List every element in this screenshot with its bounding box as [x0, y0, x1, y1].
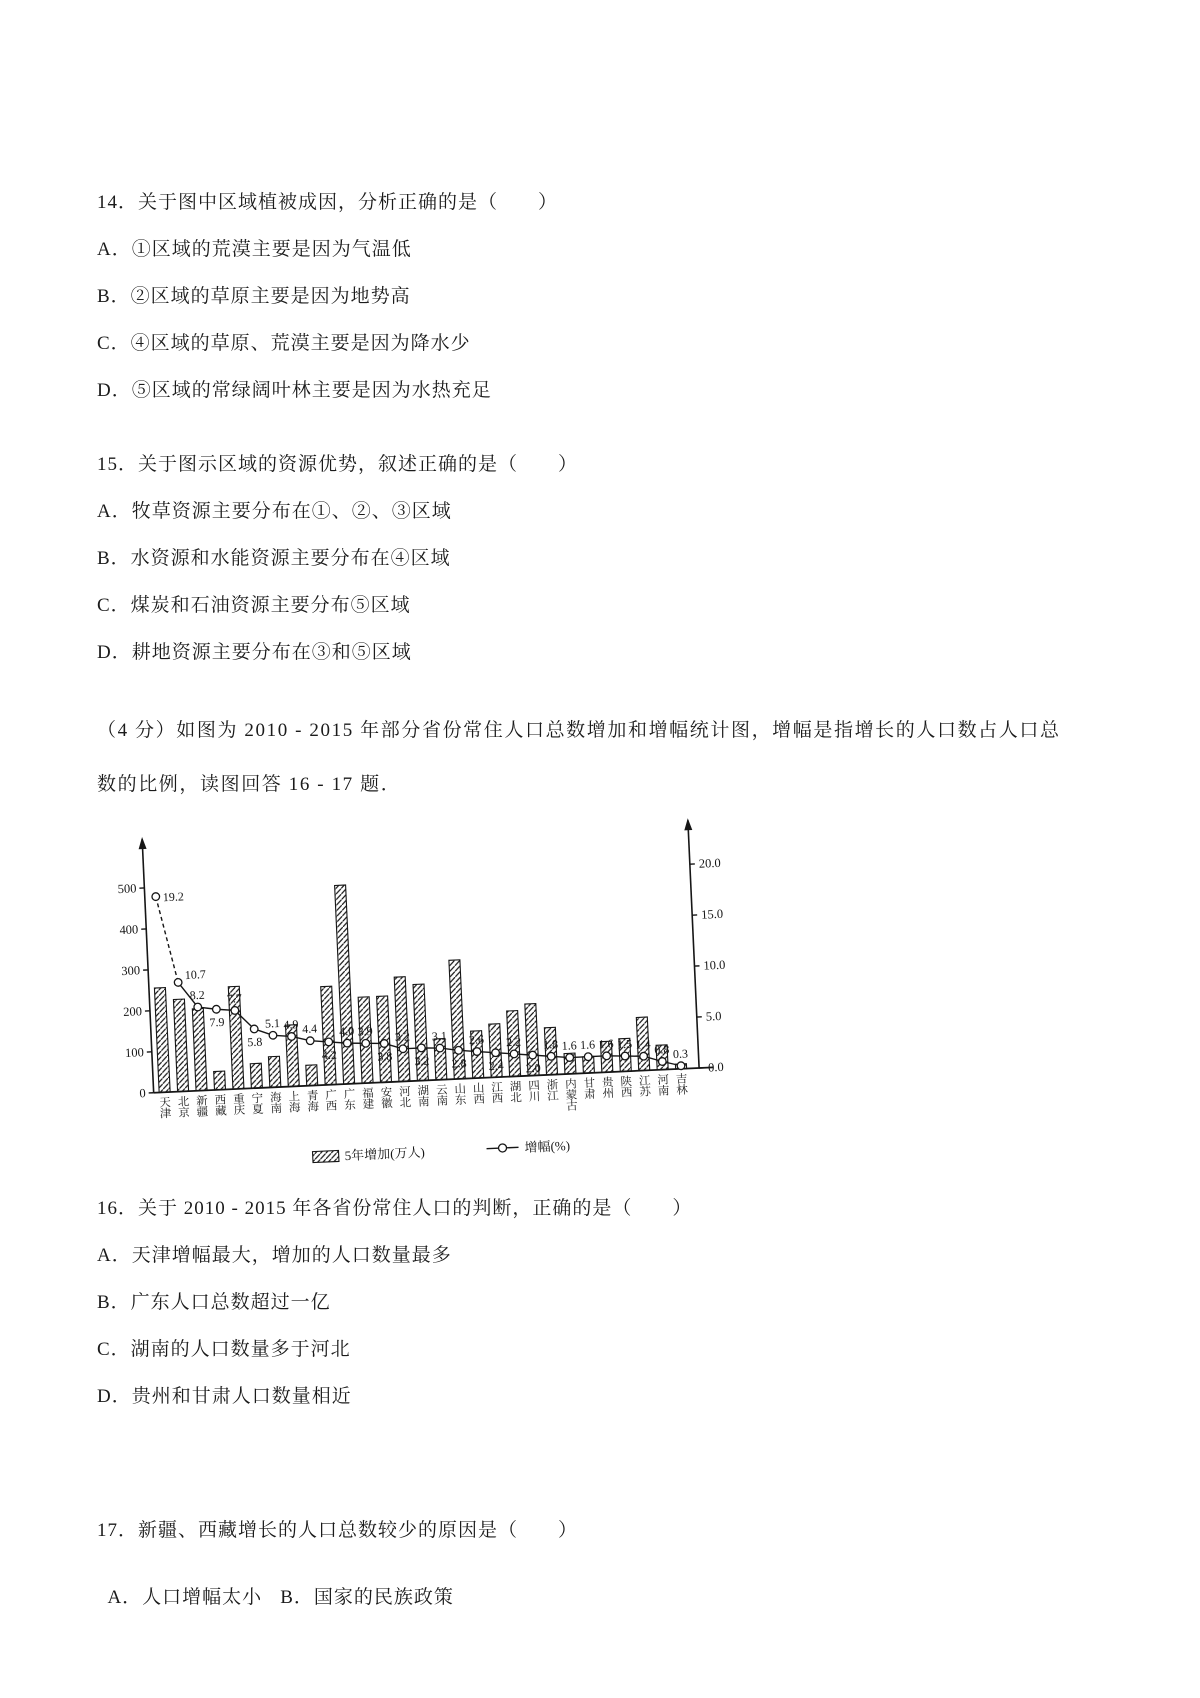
- svg-text:8.2: 8.2: [189, 987, 206, 1003]
- svg-text:19.2: 19.2: [162, 889, 185, 905]
- question-16-option-a: A．天津增幅最大，增加的人口数量最多: [97, 1245, 452, 1266]
- svg-text:1.5: 1.5: [616, 1036, 633, 1052]
- svg-text:4.0: 4.0: [338, 1023, 355, 1039]
- question-17-stem: 17．新疆、西藏增长的人口总数较少的原因是（ ）: [97, 1520, 579, 1541]
- svg-text:广西: 广西: [325, 1089, 338, 1113]
- svg-text:江苏: 江苏: [638, 1075, 652, 1099]
- svg-text:2.4: 2.4: [488, 1058, 504, 1074]
- svg-text:甘肃: 甘肃: [583, 1077, 596, 1102]
- svg-text:河北: 河北: [398, 1086, 412, 1110]
- svg-text:5.8: 5.8: [246, 1034, 263, 1050]
- svg-text:3.2: 3.2: [394, 1029, 411, 1045]
- question-15-option-c: C．煤炭和石油资源主要分布⑤区域: [97, 595, 411, 616]
- svg-text:青海: 青海: [306, 1090, 320, 1114]
- svg-text:0.0: 0.0: [707, 1059, 725, 1075]
- svg-text:0.3: 0.3: [672, 1046, 689, 1062]
- question-14-option-c: C．④区域的草原、荒漠主要是因为降水少: [97, 333, 471, 354]
- svg-text:西藏: 西藏: [214, 1094, 228, 1118]
- svg-text:500: 500: [117, 881, 137, 897]
- svg-text:安徽: 安徽: [380, 1086, 394, 1111]
- svg-text:浙江: 浙江: [546, 1079, 560, 1103]
- svg-text:1.6: 1.6: [598, 1036, 614, 1052]
- chart-intro-line-2: 数的比例，读图回答 16 - 17 题．: [97, 774, 402, 795]
- question-14-option-a: A．①区域的荒漠主要是因为气温低: [97, 239, 412, 260]
- svg-text:增幅(%): 增幅(%): [524, 1137, 571, 1155]
- svg-text:宁夏: 宁夏: [251, 1092, 264, 1117]
- svg-text:湖北: 湖北: [509, 1081, 523, 1105]
- svg-text:云南: 云南: [435, 1084, 449, 1108]
- svg-text:海南: 海南: [269, 1091, 283, 1116]
- svg-text:0: 0: [139, 1086, 146, 1101]
- svg-text:吉林: 吉林: [675, 1073, 689, 1098]
- chart-intro-line-1: （4 分）如图为 2010 - 2015 年部分省份常住人口总数增加和增幅统计图，增幅是指增长的人口数占人口总: [97, 720, 1061, 741]
- svg-text:4.9: 4.9: [283, 1017, 299, 1032]
- population-chart-figure: [78, 765, 786, 1206]
- svg-text:5.0: 5.0: [705, 1008, 722, 1024]
- chart-legend: [312, 1138, 570, 1165]
- svg-text:3.9: 3.9: [357, 1023, 374, 1039]
- svg-text:10.0: 10.0: [703, 957, 726, 973]
- svg-text:3.8: 3.8: [377, 1049, 393, 1064]
- svg-text:1.6: 1.6: [579, 1037, 596, 1053]
- svg-text:新疆: 新疆: [196, 1095, 209, 1119]
- svg-text:福建: 福建: [362, 1087, 375, 1112]
- svg-text:300: 300: [121, 963, 141, 979]
- question-17-options: [97, 1560, 454, 1609]
- question-15-stem: 15．关于图示区域的资源优势，叙述正确的是（ ）: [97, 454, 579, 475]
- svg-text:北京: 北京: [177, 1096, 191, 1120]
- svg-text:7.9: 7.9: [209, 1014, 225, 1030]
- question-15-option-d: D．耕地资源主要分布在③和⑤区域: [97, 642, 412, 663]
- svg-text:1.8: 1.8: [542, 1037, 559, 1052]
- svg-text:1.6: 1.6: [561, 1038, 577, 1053]
- question-14-stem: 14．关于图中区域植被成因，分析正确的是（ ）: [97, 192, 559, 213]
- svg-text:重庆: 重庆: [232, 1093, 246, 1118]
- svg-text:5年增加(万人): 5年增加(万人): [344, 1144, 426, 1164]
- svg-text:0.8: 0.8: [653, 1042, 670, 1057]
- svg-text:贵州: 贵州: [601, 1076, 615, 1101]
- svg-text:湖南: 湖南: [417, 1085, 430, 1109]
- svg-text:15.0: 15.0: [700, 906, 724, 922]
- svg-text:400: 400: [119, 922, 139, 938]
- svg-text:3.2: 3.2: [414, 1053, 430, 1069]
- question-16-option-b: B．广东人口总数超过一亿: [97, 1292, 331, 1313]
- svg-text:河南: 河南: [657, 1074, 670, 1098]
- svg-text:广东: 广东: [343, 1088, 357, 1113]
- svg-text:100: 100: [124, 1045, 145, 1061]
- question-14-option-d: D．⑤区域的常绿阔叶林主要是因为水热充足: [97, 380, 492, 401]
- question-16-stem: 16．关于 2010 - 2015 年各省份常住人口的判断，正确的是（ ）: [97, 1198, 693, 1219]
- svg-text:四川: 四川: [528, 1080, 541, 1104]
- question-15-option-a: A．牧草资源主要分布在①、②、③区域: [97, 501, 452, 522]
- svg-text:2.2: 2.2: [505, 1034, 522, 1050]
- svg-text:10.7: 10.7: [184, 967, 207, 983]
- question-16-option-c: C．湖南的人口数量多于河北: [97, 1339, 351, 1360]
- svg-text:上海: 上海: [288, 1091, 301, 1115]
- question-14-option-b: B．②区域的草原主要是因为地势高: [97, 286, 411, 307]
- svg-text:3.1: 3.1: [431, 1028, 448, 1044]
- svg-text:内蒙古: 内蒙古: [564, 1078, 578, 1114]
- svg-text:4.2: 4.2: [321, 1047, 338, 1063]
- svg-text:天津: 天津: [159, 1096, 172, 1121]
- chart-svg: [78, 765, 786, 1206]
- svg-text:山东: 山东: [454, 1083, 467, 1108]
- svg-text:4.4: 4.4: [301, 1021, 318, 1037]
- svg-text:2.0: 2.0: [525, 1060, 542, 1076]
- question-16-option-d: D．贵州和甘肃人口数量相近: [97, 1386, 352, 1407]
- svg-text:2.6: 2.6: [468, 1032, 485, 1047]
- question-15-option-b: B．水资源和水能资源主要分布在④区域: [97, 548, 451, 569]
- svg-text:5.1: 5.1: [264, 1015, 281, 1031]
- question-17-option-b: B．国家的民族政策: [280, 1587, 454, 1608]
- svg-text:7.7: 7.7: [226, 991, 243, 1006]
- svg-text:2.8: 2.8: [451, 1055, 467, 1071]
- svg-text:山西: 山西: [472, 1082, 486, 1107]
- svg-text:江西: 江西: [491, 1081, 504, 1106]
- svg-text:200: 200: [122, 1004, 143, 1020]
- question-17-option-a: A．人口增幅太小: [107, 1587, 263, 1608]
- svg-text:陕西: 陕西: [620, 1076, 633, 1100]
- svg-text:20.0: 20.0: [698, 855, 722, 871]
- svg-text:1.4: 1.4: [635, 1036, 651, 1052]
